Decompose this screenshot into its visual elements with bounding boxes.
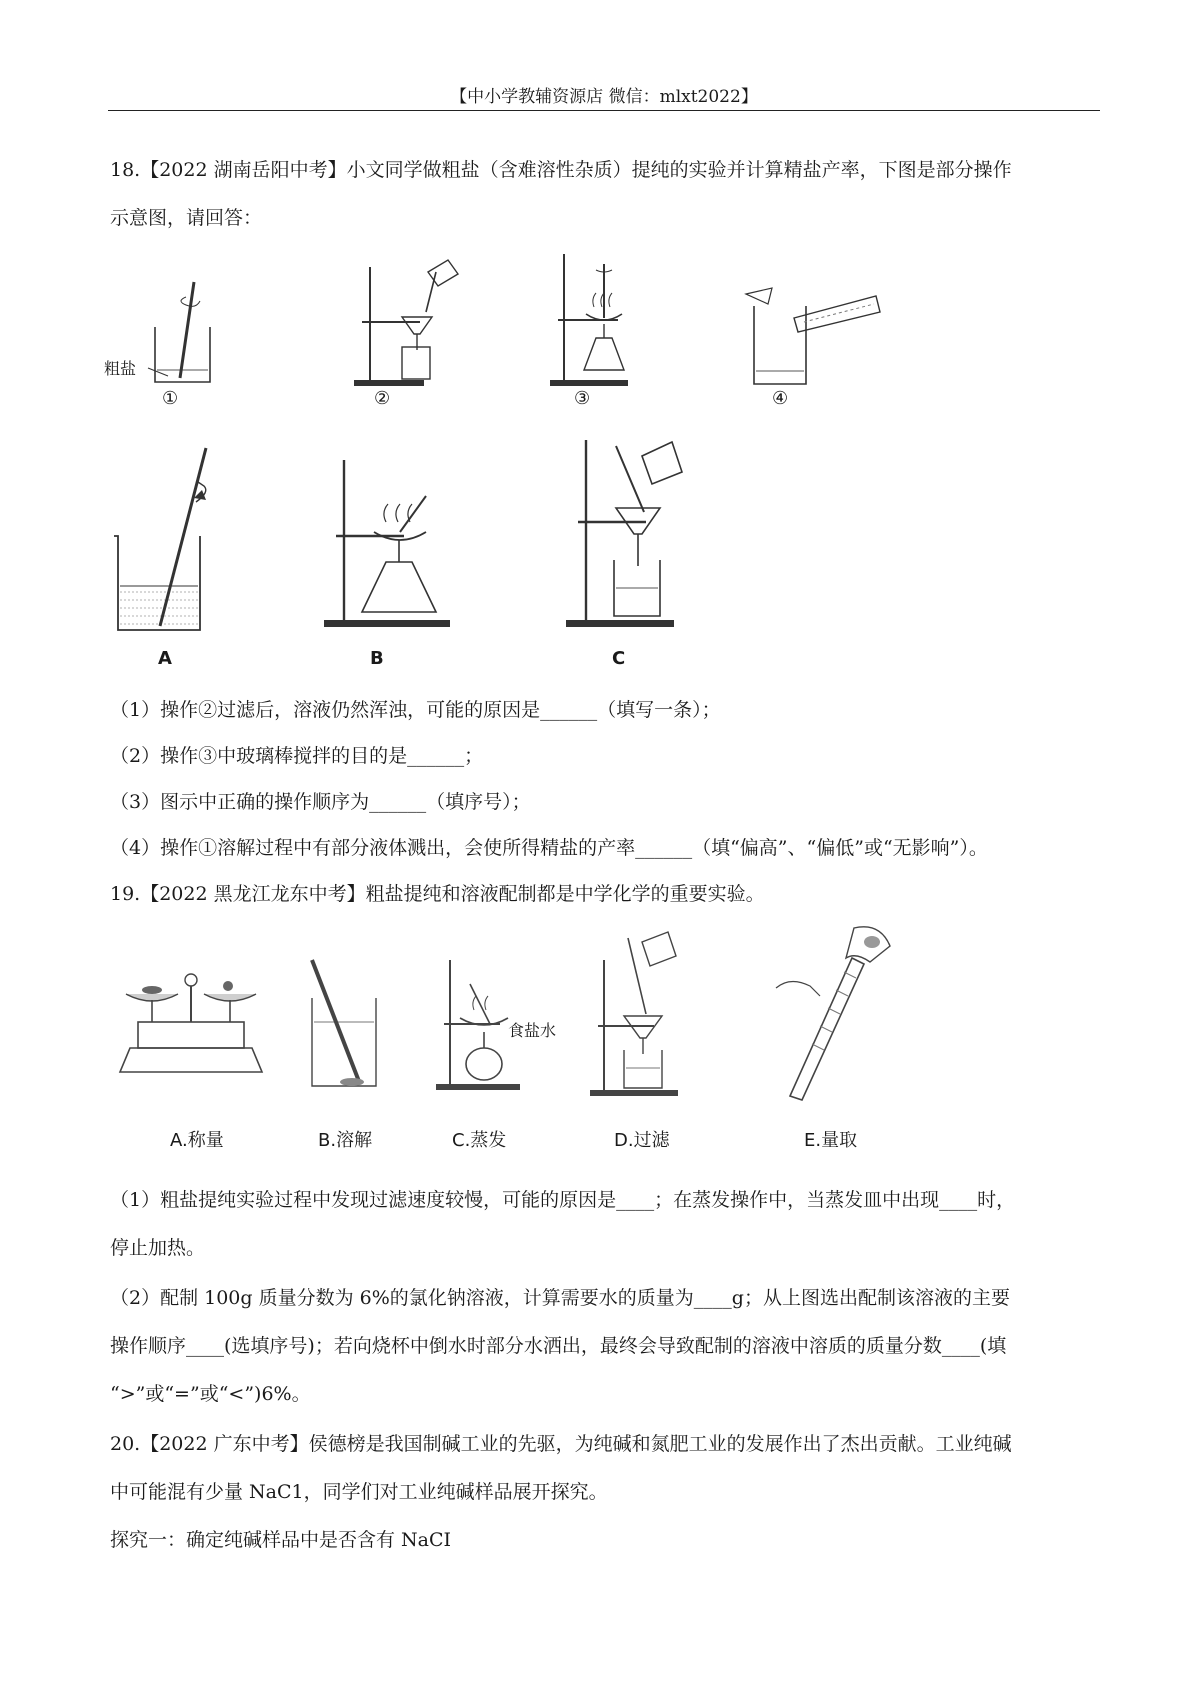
q18-sub3: （3）图示中正确的操作顺序为______（填序号）； bbox=[110, 791, 531, 813]
q19-label-c: C.蒸发 bbox=[452, 1130, 507, 1151]
q18-fig-c-filtration bbox=[556, 436, 686, 636]
q18-fig-filtration bbox=[340, 262, 460, 392]
q19-fig-e-measuring bbox=[756, 924, 896, 1104]
q18-sub4: （4）操作①溶解过程中有部分液体溅出，会使所得精盐的产率______（填“偏高”、“偏低”或“无影响”）。 bbox=[110, 837, 988, 859]
q18-sub1: （1）操作②过滤后，溶液仍然浑浊，可能的原因是______（填写一条）； bbox=[110, 699, 721, 721]
op4-label: ④ bbox=[772, 388, 789, 409]
q19-stem: 19.【2022 黑龙江龙东中考】粗盐提纯和溶液配制都是中学化学的重要实验。 bbox=[110, 883, 765, 905]
q18-fig-a-stirring bbox=[110, 440, 220, 640]
q18-stem-line2: 示意图，请回答： bbox=[110, 207, 263, 229]
q19-fig-b-dissolving bbox=[302, 956, 392, 1096]
op3-label: ③ bbox=[574, 388, 591, 409]
q19-fig-a-weighing bbox=[116, 966, 266, 1076]
q19-label-a: A.称量 bbox=[170, 1130, 224, 1151]
q19-sub1-line1: （1）粗盐提纯实验过程中发现过滤速度较慢，可能的原因是____；在蒸发操作中，当蒸发皿中出现____时， bbox=[110, 1189, 1016, 1211]
q19-sub2-line1: （2）配制 100g 质量分数为 6%的氯化钠溶液，计算需要水的质量为____g；从上图选出配制该溶液的主要 bbox=[110, 1287, 1010, 1309]
q18-sub2: （2）操作③中玻璃棒搅拌的目的是______； bbox=[110, 745, 484, 767]
q19-label-d: D.过滤 bbox=[614, 1130, 670, 1151]
fig-c-label: C bbox=[612, 648, 626, 669]
salt-label: 粗盐 bbox=[104, 359, 137, 378]
q19-label-b: B.溶解 bbox=[318, 1130, 373, 1151]
header-rule bbox=[108, 110, 1100, 111]
q20-stem-line2: 中可能混有少量 NaC1，同学们对工业纯碱样品展开探究。 bbox=[110, 1481, 608, 1503]
q19-sub1-line2: 停止加热。 bbox=[110, 1237, 206, 1259]
op2-label: ② bbox=[374, 388, 391, 409]
q18-fig-transfer bbox=[744, 286, 884, 386]
q19-sub2-line3: “>”或“=”或“<”)6%。 bbox=[110, 1383, 311, 1405]
q18-fig-b-evaporation bbox=[314, 456, 464, 636]
fig-b-label: B bbox=[370, 648, 384, 669]
fig-a-label: A bbox=[158, 648, 172, 669]
op1-label: ① bbox=[162, 388, 179, 409]
q19-sub2-line2: 操作顺序____(选填序号)；若向烧杯中倒水时部分水洒出，最终会导致配制的溶液中溶质的质量分数____(填 bbox=[110, 1335, 1007, 1357]
q18-fig-evaporation bbox=[540, 252, 650, 392]
q19-fig-d-filtration bbox=[584, 930, 694, 1100]
q19-label-e: E.量取 bbox=[804, 1130, 858, 1151]
q20-stem-line1: 20.【2022 广东中考】侯德榜是我国制碱工业的先驱，为纯碱和氮肥工业的发展作出了杰出贡献。工业纯碱 bbox=[110, 1433, 1012, 1455]
q18-stem-line1: 18.【2022 湖南岳阳中考】小文同学做粗盐（含难溶性杂质）提纯的实验并计算精盐产率，下图是部分操作 bbox=[110, 159, 1012, 181]
page-header: 【中小学教辅资源店 微信：mlxt2022】 bbox=[450, 87, 758, 107]
q20-inquiry-1: 探究一：确定纯碱样品中是否含有 NaCI bbox=[110, 1529, 452, 1551]
saltwater-label: 食盐水 bbox=[508, 1021, 557, 1040]
